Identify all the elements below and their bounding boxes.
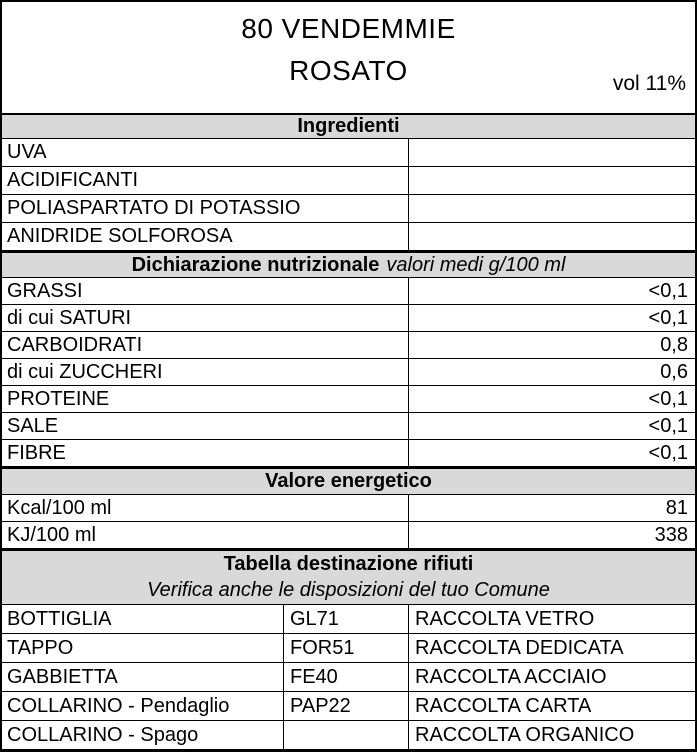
ingredient-value xyxy=(409,167,695,194)
waste-row xyxy=(2,663,695,692)
nutrition-row xyxy=(2,305,695,332)
waste-item: TAPPO xyxy=(2,634,284,662)
ingredient-value xyxy=(409,223,695,250)
energy-value: 81 xyxy=(665,496,688,519)
section-header-ingredienti-label: Ingredienti xyxy=(297,115,400,137)
section-header-rifiuti-title: Tabella destinazione rifiuti xyxy=(223,553,474,576)
nutrition-value: <0,1 xyxy=(648,279,688,302)
nutrition-row xyxy=(2,332,695,359)
product-subtitle: ROSATO xyxy=(289,55,408,86)
nutrition-row xyxy=(2,278,695,305)
nutrition-value: 0,8 xyxy=(660,333,688,356)
waste-destination: RACCOLTA VETRO xyxy=(415,607,595,630)
title-block xyxy=(2,2,695,113)
energy-row xyxy=(2,522,695,549)
ingredient-label: POLIASPARTATO DI POTASSIO xyxy=(2,195,409,222)
waste-destination: RACCOLTA CARTA xyxy=(415,694,592,717)
section-header-nutrizionale-italic: valori medi g/100 ml xyxy=(386,253,566,276)
waste-destination: RACCOLTA ORGANICO xyxy=(415,723,635,746)
nutrition-label: CARBOIDRATI xyxy=(2,332,409,358)
energy-row xyxy=(2,495,695,522)
waste-material-code: GL71 xyxy=(284,605,409,633)
waste-material-code: PAP22 xyxy=(284,692,409,720)
section-header-nutrizionale-bold: Dichiarazione nutrizionale xyxy=(131,253,380,276)
energy-label: KJ/100 ml xyxy=(2,522,409,548)
waste-material-code: FE40 xyxy=(284,663,409,691)
nutrition-value: <0,1 xyxy=(648,306,688,329)
nutrition-label: di cui ZUCCHERI xyxy=(2,359,409,385)
ingredient-row xyxy=(2,223,695,251)
waste-destination: RACCOLTA DEDICATA xyxy=(415,636,624,659)
waste-item: COLLARINO - Spago xyxy=(2,721,284,749)
nutrition-label: GRASSI xyxy=(2,278,409,304)
nutrition-row xyxy=(2,440,695,467)
section-header-energetico-label: Valore energetico xyxy=(265,470,432,492)
nutrition-label: SALE xyxy=(2,413,409,439)
section-header-rifiuti-subtitle: Verifica anche le disposizioni del tuo Comune xyxy=(147,578,550,601)
waste-row xyxy=(2,605,695,634)
waste-item: BOTTIGLIA xyxy=(2,605,284,633)
nutrition-label: di cui SATURI xyxy=(2,305,409,331)
waste-row xyxy=(2,692,695,721)
ingredient-row xyxy=(2,167,695,195)
ingredient-label: ANIDRIDE SOLFOROSA xyxy=(2,223,409,250)
section-header-nutrizionale xyxy=(2,251,695,278)
nutrition-value: <0,1 xyxy=(648,441,688,464)
ingredient-label: UVA xyxy=(2,139,409,166)
waste-item: GABBIETTA xyxy=(2,663,284,691)
nutrition-value: <0,1 xyxy=(648,414,688,437)
section-header-ingredienti xyxy=(2,113,695,139)
ingredient-value xyxy=(409,139,695,166)
alcohol-volume: vol 11% xyxy=(612,72,686,95)
nutrition-row xyxy=(2,386,695,413)
nutrition-row xyxy=(2,413,695,440)
nutrition-label: FIBRE xyxy=(2,440,409,466)
ingredient-value xyxy=(409,195,695,222)
nutrition-label: PROTEINE xyxy=(2,386,409,412)
ingredient-row xyxy=(2,139,695,167)
nutrition-row xyxy=(2,359,695,386)
nutrition-value: 0,6 xyxy=(660,360,688,383)
section-header-rifiuti xyxy=(2,549,695,605)
waste-item: COLLARINO - Pendaglio xyxy=(2,692,284,720)
section-header-energetico xyxy=(2,467,695,495)
waste-destination: RACCOLTA ACCIAIO xyxy=(415,665,607,688)
ingredient-label: ACIDIFICANTI xyxy=(2,167,409,194)
waste-material-code: FOR51 xyxy=(284,634,409,662)
waste-row xyxy=(2,634,695,663)
product-title: 80 VENDEMMIE xyxy=(241,13,456,44)
waste-row xyxy=(2,721,695,750)
nutrition-value: <0,1 xyxy=(648,387,688,410)
energy-label: Kcal/100 ml xyxy=(2,495,409,521)
energy-value: 338 xyxy=(654,523,688,546)
waste-material-code xyxy=(284,721,409,749)
ingredient-row xyxy=(2,195,695,223)
